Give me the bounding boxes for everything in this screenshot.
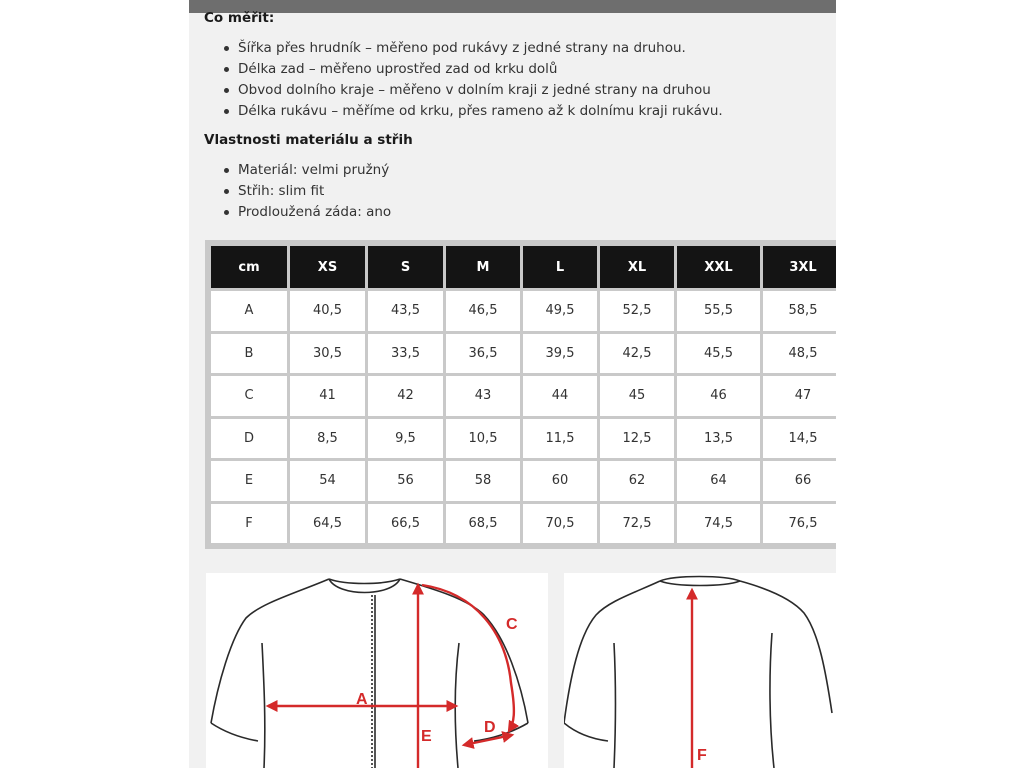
table-cell: 41 [290, 376, 365, 416]
table-cell: 48,5 [763, 334, 836, 374]
list-item: Obvod dolního kraje – měřeno v dolním kraji z jedné strany na druhou [223, 80, 723, 101]
material-list [223, 160, 391, 223]
header-cell-size: XXL [677, 246, 760, 288]
table-cell: 76,5 [763, 504, 836, 544]
list-item: Prodloužená záda: ano [223, 202, 391, 223]
table-cell: 62 [600, 461, 674, 501]
row-label-cell: D [211, 419, 287, 459]
header-cell-size: XS [290, 246, 365, 288]
table-cell: 56 [368, 461, 443, 501]
material-heading: Vlastnosti materiálu a střih [204, 132, 413, 148]
table-cell: 60 [523, 461, 597, 501]
row-label-cell: A [211, 291, 287, 331]
table-cell: 45,5 [677, 334, 760, 374]
row-label-cell: E [211, 461, 287, 501]
list-item: Střih: slim fit [223, 181, 391, 202]
table-cell: 72,5 [600, 504, 674, 544]
label-e: E [421, 728, 432, 745]
table-cell: 13,5 [677, 419, 760, 459]
table-cell: 44 [523, 376, 597, 416]
list-item: Materiál: velmi pružný [223, 160, 391, 181]
table-cell: 42 [368, 376, 443, 416]
table-cell: 66 [763, 461, 836, 501]
jersey-back-outline [564, 577, 832, 768]
label-f: F [697, 747, 707, 764]
table-cell: 39,5 [523, 334, 597, 374]
table-cell: 52,5 [600, 291, 674, 331]
list-item: Šířka přes hrudník – měřeno pod rukávy z jedné strany na druhou. [223, 38, 723, 59]
table-cell: 10,5 [446, 419, 520, 459]
table-cell: 36,5 [446, 334, 520, 374]
table-cell: 43,5 [368, 291, 443, 331]
table-cell: 14,5 [763, 419, 836, 459]
table-cell: 55,5 [677, 291, 760, 331]
row-label-cell: B [211, 334, 287, 374]
table-cell: 46,5 [446, 291, 520, 331]
jersey-front-illustration [206, 573, 548, 768]
table-cell: 66,5 [368, 504, 443, 544]
label-c: C [506, 616, 518, 633]
table-cell: 46 [677, 376, 760, 416]
jersey-back-diagram [564, 573, 836, 768]
header-cell-size: M [446, 246, 520, 288]
header-cell-size: L [523, 246, 597, 288]
row-label-cell: F [211, 504, 287, 544]
table-row [211, 376, 836, 416]
jersey-outline [211, 579, 528, 768]
size-table [205, 240, 836, 549]
list-item: Délka rukávu – měříme od krku, přes rameno až k dolnímu kraji rukávu. [223, 101, 723, 122]
table-row [211, 334, 836, 374]
table-cell: 54 [290, 461, 365, 501]
table-row [211, 461, 836, 501]
table-cell: 64,5 [290, 504, 365, 544]
jersey-front-diagram [206, 573, 548, 768]
size-guide-page [189, 0, 836, 768]
table-row [211, 504, 836, 544]
table-cell: 12,5 [600, 419, 674, 459]
table-row [211, 291, 836, 331]
top-bar [189, 0, 836, 13]
label-d: D [484, 719, 496, 736]
what-to-measure-list [223, 38, 723, 122]
table-cell: 58,5 [763, 291, 836, 331]
table-cell: 74,5 [677, 504, 760, 544]
table-cell: 70,5 [523, 504, 597, 544]
table-cell: 68,5 [446, 504, 520, 544]
table-cell: 58 [446, 461, 520, 501]
table-cell: 8,5 [290, 419, 365, 459]
table-cell: 11,5 [523, 419, 597, 459]
list-item: Délka zad – měřeno uprostřed zad od krku dolů [223, 59, 723, 80]
table-cell: 47 [763, 376, 836, 416]
table-cell: 43 [446, 376, 520, 416]
table-header-row [211, 246, 836, 288]
table-row [211, 419, 836, 459]
table-cell: 49,5 [523, 291, 597, 331]
row-label-cell: C [211, 376, 287, 416]
table-cell: 33,5 [368, 334, 443, 374]
header-cell-size: XL [600, 246, 674, 288]
header-cell-unit: cm [211, 246, 287, 288]
header-cell-size: S [368, 246, 443, 288]
jersey-back-illustration [564, 573, 836, 768]
label-a: A [356, 691, 368, 708]
table-cell: 40,5 [290, 291, 365, 331]
table-cell: 42,5 [600, 334, 674, 374]
table-cell: 9,5 [368, 419, 443, 459]
header-cell-size: 3XL [763, 246, 836, 288]
table-cell: 45 [600, 376, 674, 416]
table-cell: 64 [677, 461, 760, 501]
table-cell: 30,5 [290, 334, 365, 374]
what-to-measure-heading: Co měřit: [204, 10, 275, 26]
